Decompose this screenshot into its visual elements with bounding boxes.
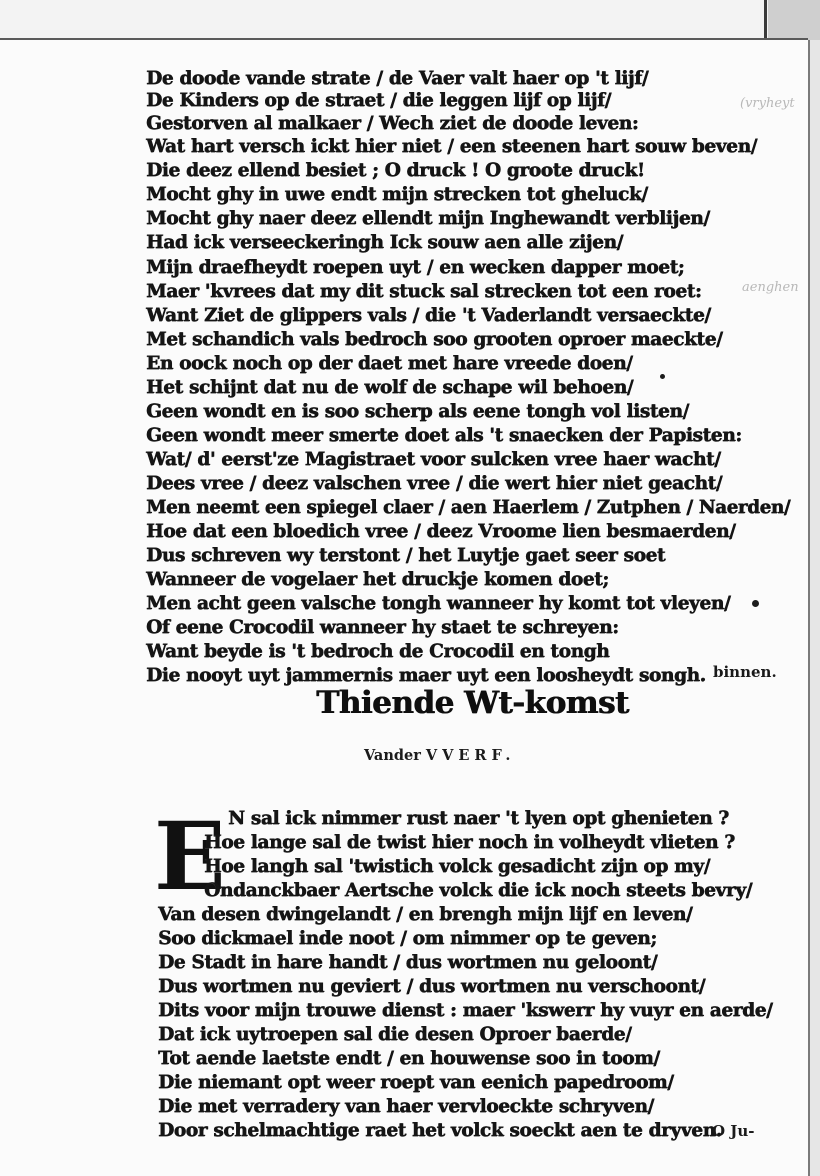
drop-initial: E (154, 802, 226, 912)
verse-line: Maer 'kvrees dat my dit stuck sal strecken tot een roet: (146, 281, 702, 302)
subheading-name: VVERF. (425, 747, 516, 764)
verse-line: Van desen dwingelandt / en brengh mijn lijf en leven/ (158, 904, 693, 925)
verse-line: En oock noch op der daet met hare vreede doen/ (146, 353, 633, 374)
verse-line: Het schijnt dat nu de wolf de schape wil behoen/ (146, 377, 634, 398)
bleed-through-text: aenghen (742, 280, 799, 295)
verse-line: De doode vande strate / de Vaer valt haer op 't lijf/ (146, 68, 649, 89)
verse-line: Dat ick uytroepen sal die desen Oproer baerde/ (158, 1024, 632, 1045)
verse-line: Mocht ghy naer deez ellendt mijn Inghewandt verblijen/ (146, 208, 710, 229)
verse-line: Mijn draefheydt roepen uyt / en wecken dapper moet; (146, 257, 685, 278)
verse-line: Geen wondt en is soo scherp als eene tongh vol listen/ (146, 401, 689, 422)
verse-line: Geen wondt meer smerte doet als 't snaecken der Papisten: (146, 425, 742, 446)
verse-line: Hoe lange sal de twist hier noch in volheydt vlieten ? (204, 832, 735, 853)
verse-line: Had ick verseeckeringh Ick souw aen alle zijen/ (146, 232, 623, 253)
verse-line: Wat/ d' eerst'ze Magistraet voor sulcken vree haer wacht/ (146, 449, 721, 470)
verse-line: Men neemt een spiegel claer / aen Haerlem / Zutphen / Naerden/ (146, 497, 791, 518)
verse-line: Want beyde is 't bedroch de Crocodil en tongh (146, 641, 610, 662)
verse-line: Die met verradery van haer vervloeckte schryven/ (158, 1096, 654, 1117)
verse-line: Die deez ellend besiet ; O druck ! O groote druck! (146, 160, 645, 181)
verse-line: Men acht geen valsche tongh wanneer hy komt tot vleyen/ (146, 593, 731, 614)
verse-line: Want Ziet de glippers vals / die 't Vaderlandt versaeckte/ (146, 305, 711, 326)
page-edge (764, 0, 767, 42)
verse-line: Dees vree / deez valschen vree / die wert hier niet geacht/ (146, 473, 723, 494)
verse-line: N sal ick nimmer rust naer 't lyen opt ghenieten ? (228, 808, 729, 829)
verse-line: Tot aende laetste endt / en houwense soo in toom/ (158, 1048, 660, 1069)
section-heading: Thiende Wt-komst (316, 685, 629, 721)
verse-line: Met schandich vals bedroch soo grooten oproer maeckte/ (146, 329, 723, 350)
subheading (364, 747, 515, 764)
catchword: binnen. (713, 663, 777, 681)
verse-line: Die nooyt uyt jammernis maer uyt een loosheydt songh. (146, 665, 706, 686)
verse-line: Dus schreven wy terstont / het Luytje gaet seer soet (146, 545, 666, 566)
ink-blot (660, 374, 665, 379)
subheading-prefix: Vander (364, 747, 421, 764)
verse-line: Door schelmachtige raet het volck soeckt aen te dryven. (158, 1120, 722, 1141)
verse-line: Wanneer de vogelaer het druckje komen doet; (146, 569, 609, 590)
verse-line: Dus wortmen nu geviert / dus wortmen nu verschoont/ (158, 976, 706, 997)
verse-line: Wat hart versch ickt hier niet / een steenen hart souw beven/ (146, 136, 757, 157)
verse-line: Of eene Crocodil wanneer hy staet te schreyen: (146, 617, 619, 638)
verse-line: Die niemant opt weer roept van eenich papedroom/ (158, 1072, 674, 1093)
catchword-bottom: O Ju- (712, 1122, 755, 1140)
ink-blot (752, 600, 759, 607)
bleed-through-text: (vryheyt (740, 96, 795, 111)
verse-line: Mocht ghy in uwe endt mijn strecken tot gheluck/ (146, 184, 648, 205)
verse-line: Soo dickmael inde noot / om nimmer op te geven; (158, 928, 657, 949)
verse-line: Dits voor mijn trouwe dienst : maer 'kswerr hy vuyr en aerde/ (158, 1000, 773, 1021)
verse-line: Hoe dat een bloedich vree / deez Vroome lien besmaerden/ (146, 521, 736, 542)
verse-line: Hoe langh sal 'twistich volck gesadicht zijn op my/ (204, 856, 710, 877)
verse-line: Ondanckbaer Aertsche volck die ick noch steets bevry/ (204, 880, 753, 901)
verse-line: De Stadt in hare handt / dus wortmen nu geloont/ (158, 952, 658, 973)
verse-line: De Kinders op de straet / die leggen lijf op lijf/ (146, 90, 611, 111)
scan-backdrop-corner (768, 0, 820, 40)
verse-line: Gestorven al malkaer / Wech ziet de doode leven: (146, 113, 639, 134)
book-page (0, 40, 808, 1176)
